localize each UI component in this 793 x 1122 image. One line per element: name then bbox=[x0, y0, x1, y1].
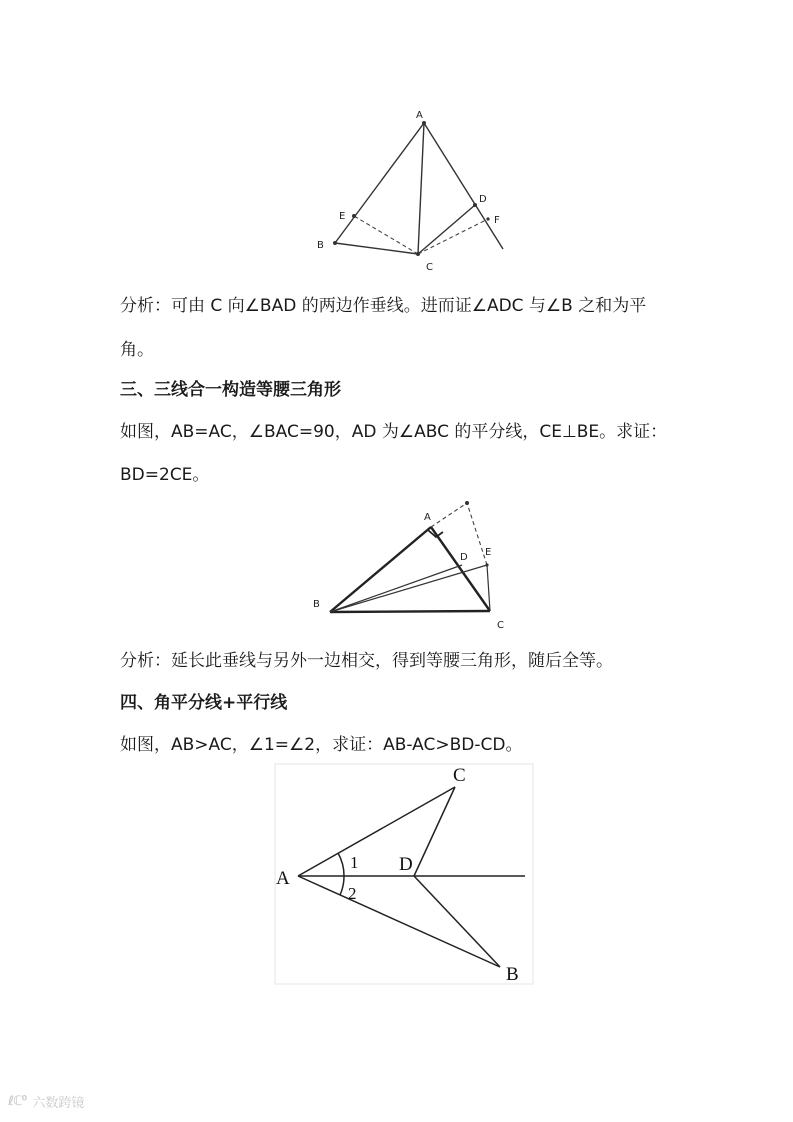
segment-ab bbox=[335, 123, 424, 243]
label-e: E bbox=[485, 547, 492, 558]
point-top bbox=[465, 501, 469, 505]
point-b bbox=[333, 241, 337, 245]
segment-bc bbox=[330, 611, 490, 612]
segment-a-ray bbox=[424, 123, 503, 249]
label-d: D bbox=[479, 194, 487, 205]
segment-ac bbox=[298, 787, 455, 876]
section4-problem: 如图，AB>AC，∠1=∠2，求证：AB-AC>BD-CD。 bbox=[120, 735, 523, 755]
section3-problem-line2: BD=2CE。 bbox=[120, 465, 210, 485]
segment-cd bbox=[414, 787, 455, 876]
label-c: C bbox=[426, 262, 433, 273]
angle-arc-2 bbox=[340, 876, 344, 895]
figure-right-triangle bbox=[305, 490, 525, 635]
segment-be bbox=[330, 565, 487, 612]
label-b: B bbox=[506, 964, 519, 985]
label-a: A bbox=[424, 512, 431, 523]
label-c: C bbox=[453, 765, 466, 786]
point-a bbox=[422, 121, 426, 125]
label-b: B bbox=[313, 599, 320, 610]
point-e bbox=[485, 563, 488, 566]
angle-arc-1 bbox=[338, 853, 344, 876]
segment-cd bbox=[418, 205, 475, 254]
segment-bc bbox=[335, 243, 418, 254]
label-b: B bbox=[317, 240, 324, 251]
extension-ba bbox=[431, 503, 467, 527]
watermark-logo: ℓℂ⁰ bbox=[8, 1094, 27, 1109]
label-f: F bbox=[494, 215, 500, 226]
analysis1-line1: 分析：可由 C 向∠BAD 的两边作垂线。进而证∠ADC 与∠B 之和为平 bbox=[120, 296, 647, 316]
label-d: D bbox=[399, 854, 413, 875]
section3-heading: 三、三线合一构造等腰三角形 bbox=[120, 380, 341, 400]
label-angle-1: 1 bbox=[350, 853, 359, 872]
segment-ab bbox=[330, 527, 431, 612]
section3-analysis: 分析：延长此垂线与另外一边相交，得到等腰三角形，随后全等。 bbox=[120, 651, 613, 671]
label-d: D bbox=[460, 552, 468, 563]
watermark bbox=[8, 1092, 84, 1111]
segment-ac bbox=[418, 123, 424, 254]
label-e: E bbox=[339, 211, 346, 222]
point-c bbox=[416, 252, 420, 256]
label-angle-2: 2 bbox=[348, 884, 357, 903]
point-e bbox=[352, 214, 356, 218]
extension-ce bbox=[467, 503, 487, 565]
label-c: C bbox=[497, 620, 504, 631]
analysis1-line2: 角。 bbox=[120, 340, 154, 360]
segment-bd bbox=[330, 565, 462, 612]
segment-ac bbox=[431, 527, 490, 611]
segment-ce bbox=[487, 565, 490, 611]
figure-angle-bisector bbox=[270, 760, 540, 990]
perpendicular-ce bbox=[354, 216, 418, 254]
point-f bbox=[486, 217, 489, 220]
section4-heading: 四、角平分线+平行线 bbox=[120, 693, 288, 713]
point-d bbox=[473, 203, 477, 207]
label-a: A bbox=[276, 868, 290, 889]
label-a: A bbox=[416, 110, 423, 121]
segment-ab bbox=[298, 876, 500, 967]
watermark-text: 六数跨镜 bbox=[32, 1096, 85, 1111]
figure-quadrilateral bbox=[310, 100, 520, 275]
section3-problem-line1: 如图，AB=AC，∠BAC=90，AD 为∠ABC 的平分线，CE⊥BE。求证： bbox=[120, 422, 668, 442]
segment-db bbox=[414, 876, 500, 967]
